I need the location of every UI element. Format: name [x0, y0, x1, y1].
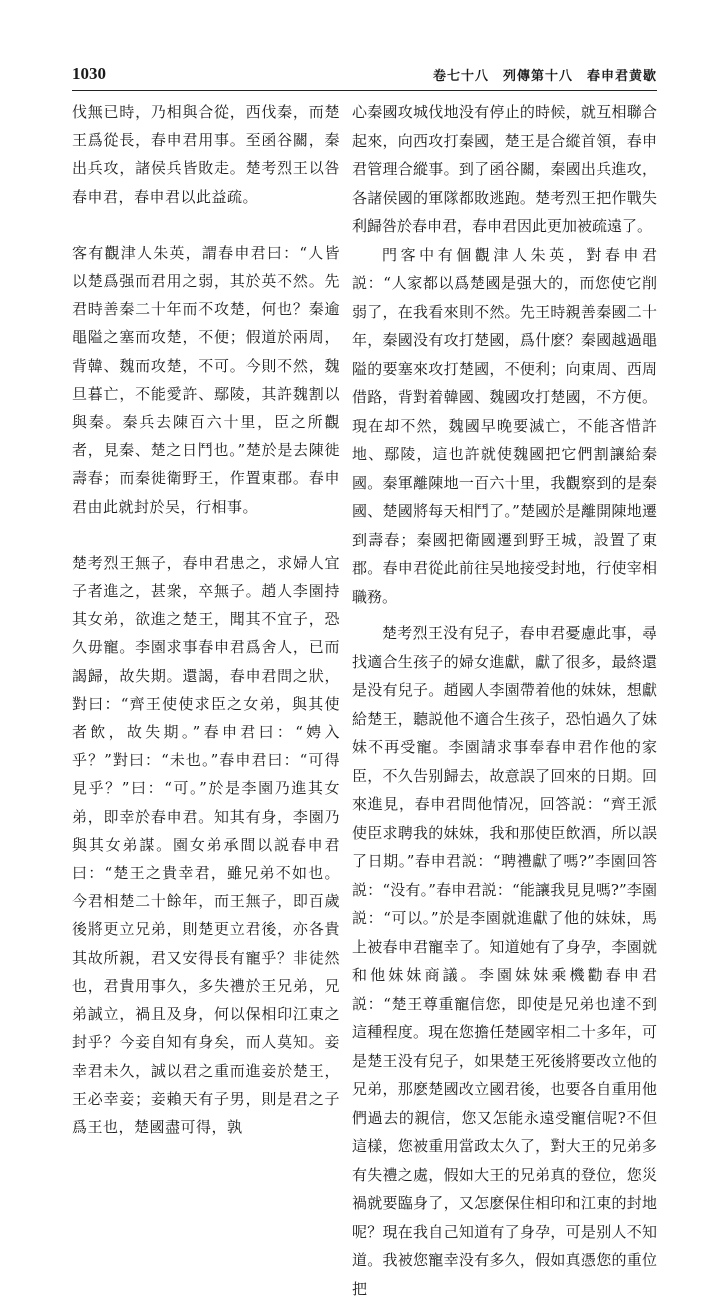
- classical-text-column: [72, 98, 340, 1136]
- header-rule: [72, 90, 657, 91]
- running-title: 卷七十八 列傳第十八 春申君黄歇: [432, 69, 657, 84]
- page-header: [72, 64, 657, 86]
- modern-paragraph-2: 門客中有個觀津人朱英，對春申君説：“人家都以爲楚國是强大的，而您使它削弱了，在我看來則不然。先王時親善秦國二十年，秦國没有攻打楚國，爲什麽？秦國越過黽隘的要塞來攻打楚國，不便利；向東周、西周借路，背對着韓國、魏國攻打楚國，不方便。現在却不然，魏國早晚要滅亡，不能吝惜許地、鄢陵，這也許就使魏國把它們割讓給秦國。秦軍離陳地一百六十里，我觀察到的是秦國、楚國將每天相鬥了。”楚國於是離開陳地遷到壽春；秦國把衛國遷到野王城，設置了東郡。春申君從此前往吴地接受封地，行使宰相職務。: [352, 245, 657, 606]
- classical-paragraph-2: 客有觀津人朱英，謂春申君曰：“人皆以楚爲强而君用之弱，其於英不然。先君時善秦二十年而不攻楚，何也？秦逾黽隘之塞而攻楚，不便；假道於兩周，背韓、魏而攻楚，不可。今則不然，魏旦暮亡，不能愛許、鄢陵，其許魏割以與秦。秦兵去陳百六十里，臣之所觀者，見秦、楚之日鬥也。”楚於是去陳徙壽春；而秦徙衛野王，作置東郡。春申君由此就封於吴，行相事。: [72, 243, 340, 516]
- modern-translation-column: [352, 98, 657, 1298]
- classical-paragraph-3: 楚考烈王無子，春申君患之，求婦人宜子者進之，甚衆，卒無子。趙人李園持其女弟，欲進之楚王，聞其不宜子，恐久毋寵。李園求事春申君爲舍人，已而謁歸，故失期。還謁，春申君問之狀，對曰：“齊王使使求臣之女弟，與其使者飲，故失期。”春申君曰：“娉入乎？”對曰：“未也。”春申君曰：“可得見乎？”曰：“可。”於是李園乃進其女弟，即幸於春申君。知其有身，李園乃與其女弟謀。園女弟承間以説春申君曰：“楚王之貴幸君，雖兄弟不如也。今君相楚二十餘年，而王無子，即百歲後將更立兄弟，則楚更立君後，亦各貴其故所親，君又安得長有寵乎？非徒然也，君貴用事久，多失禮於王兄弟，兄弟誠立，禍且及身，何以保相印江東之封乎？今妾自知有身矣，而人莫知。妾幸君未久，誠以君之重而進妾於楚王，王必幸妾；妾賴天有子男，則是君之子爲王也，楚國盡可得，孰: [72, 553, 340, 1136]
- modern-paragraph-1: 心秦國攻城伐地没有停止的時候，就互相聯合起來，向西攻打秦國，楚王是合縱首領，春申君管理合縱事。到了函谷關，秦國出兵進攻，各諸侯國的軍隊都敗逃跑。楚考烈王把作戰失利歸咎於春申君，春申君因此更加被疏遠了。: [352, 103, 657, 235]
- modern-paragraph-3: 楚考烈王没有兒子，春申君憂慮此事，尋找適合生孩子的婦女進獻，獻了很多，最終還是没有兒子。趙國人李園帶着他的妹妹，想獻給楚王，聽説他不適合生孩子，恐怕過久了妹妹不再受寵。李園請求事奉春申君作他的家臣，不久告别歸去，故意誤了回來的日期。回來進見，春申君問他情况，回答説：“齊王派使臣求聘我的妹妹，我和那使臣飲酒，所以誤了日期。”春申君説：“聘禮獻了嗎?”李園回答説：“没有。”春申君説：“能讓我見見嗎?”李園説：“可以。”於是李園就進獻了他的妹妹，馬上被春申君寵幸了。知道她有了身孕，李園就和他妹妹商議。李園妹妹乘機勸春申君説：“楚王尊重寵信您，即使是兄弟也達不到這種程度。現在您擔任楚國宰相二十多年，可是楚王没有兒子，如果楚王死後將要改立他的兄弟，那麽楚國改立國君後，也要各自重用他們過去的親信，您又怎能永遠受寵信呢?不但這樣，您被重用當政太久了，對大王的兄弟多有失禮之處，假如大王的兄弟真的登位，您災禍就要臨身了，又怎麽保住相印和江東的封地呢？現在我自己知道有了身孕，可是别人不知道。我被您寵幸没有多久，假如真憑您的重位把: [352, 624, 657, 1298]
- classical-paragraph-1: 伐無已時，乃相與合從，西伐秦，而楚王爲從長，春申君用事。至函谷關，秦出兵攻，諸侯兵皆敗走。楚考烈王以咎春申君，春申君以此益疏。: [72, 103, 340, 206]
- page-number: 1030: [72, 64, 106, 83]
